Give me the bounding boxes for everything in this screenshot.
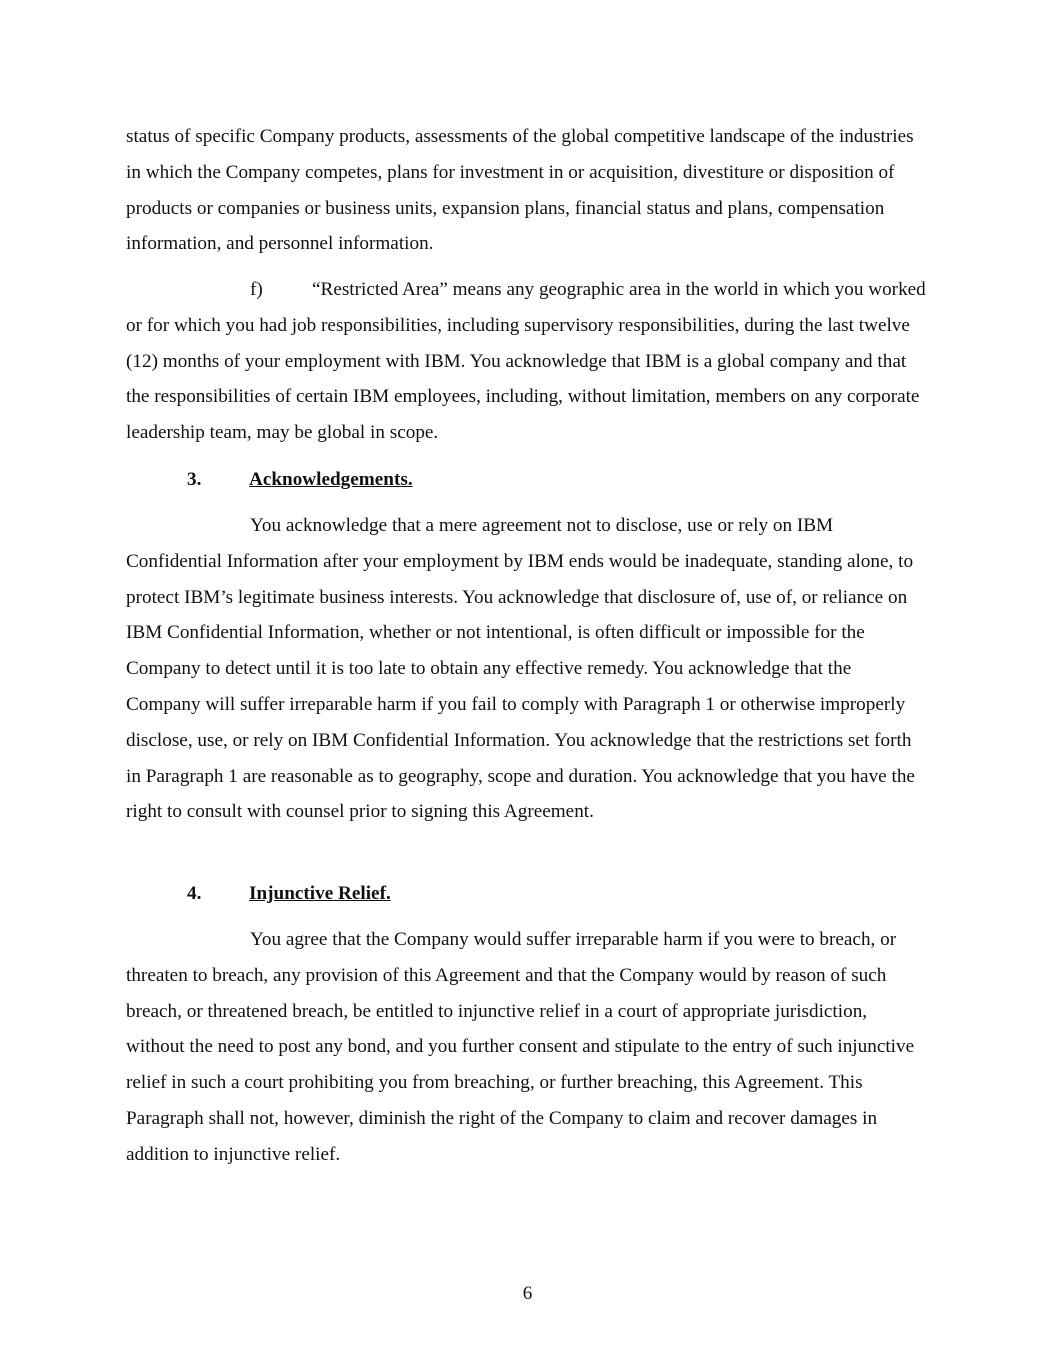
- section-4-body: You agree that the Company would suffer irreparable harm if you were to breach, or threaten to breach, any provision of this Agreement and that the Company would by reason of such breach, or threatened breach, be entitled to injunctive relief in a court of appropriate jurisdiction, without the need to post any bond, and you further consent and stipulate to the entry of such injunctive relief in such a court prohibiting you from breaching, or further breaching, this Agreement. This Paragraph shall not, however, diminish the right of the Company to claim and recover damages in addition to injunctive relief.: [126, 929, 915, 1165]
- section-3-number: 3.: [187, 469, 202, 490]
- section-3-body: You acknowledge that a mere agreement not to disclose, use or rely on IBM Confidential Information after your employment by IBM ends would be inadequate, standing alone, to protect IBM’s legitimate business interests. You acknowledge that disclosure of, use of, or reliance on IBM Confidential Information, whether or not intentional, is often difficult or impossible for the Company to detect until it is too late to obtain any effective remedy. You acknowledge that the Company will suffer irreparable harm if you fail to comply with Paragraph 1 or otherwise improperly disclose, use, or rely on IBM Confidential Information. You acknowledge that the restrictions set forth in Paragraph 1 are reasonable as to geography, scope and duration. You acknowledge that you have the right to consult with counsel prior to signing this Agreement.: [126, 515, 915, 823]
- definition-f-marker: f): [250, 279, 263, 300]
- continuation-paragraph-block: [126, 119, 926, 262]
- section-3-body-block: [126, 508, 926, 830]
- section-3-title: Acknowledgements.: [249, 469, 413, 490]
- section-4-number: 4.: [187, 883, 202, 904]
- section-4-body-block: [126, 922, 926, 1173]
- section-3-heading: [187, 468, 413, 492]
- section-4-heading: [187, 882, 391, 906]
- continuation-paragraph: status of specific Company products, assessments of the global competitive landscape of the industries in which the Company competes, plans for investment in or acquisition, divestiture or disposition of products or companies or business units, expansion plans, financial status and plans, compensation information, and personnel information.: [126, 126, 914, 255]
- page-number: 6: [522, 1283, 533, 1304]
- definition-f-block: [126, 272, 926, 451]
- section-4-title: Injunctive Relief.: [249, 883, 391, 904]
- definition-f-text: “Restricted Area” means any geographic area in the world in which you worked or for which you had job responsibilities, including supervisory responsibilities, during the last twelve (12) months of your employment with IBM. You acknowledge that IBM is a global company and that the responsibilities of certain IBM employees, including, without limitation, members on any corporate leadership team, may be global in scope.: [126, 279, 926, 444]
- definition-f-paragraph: [126, 272, 926, 451]
